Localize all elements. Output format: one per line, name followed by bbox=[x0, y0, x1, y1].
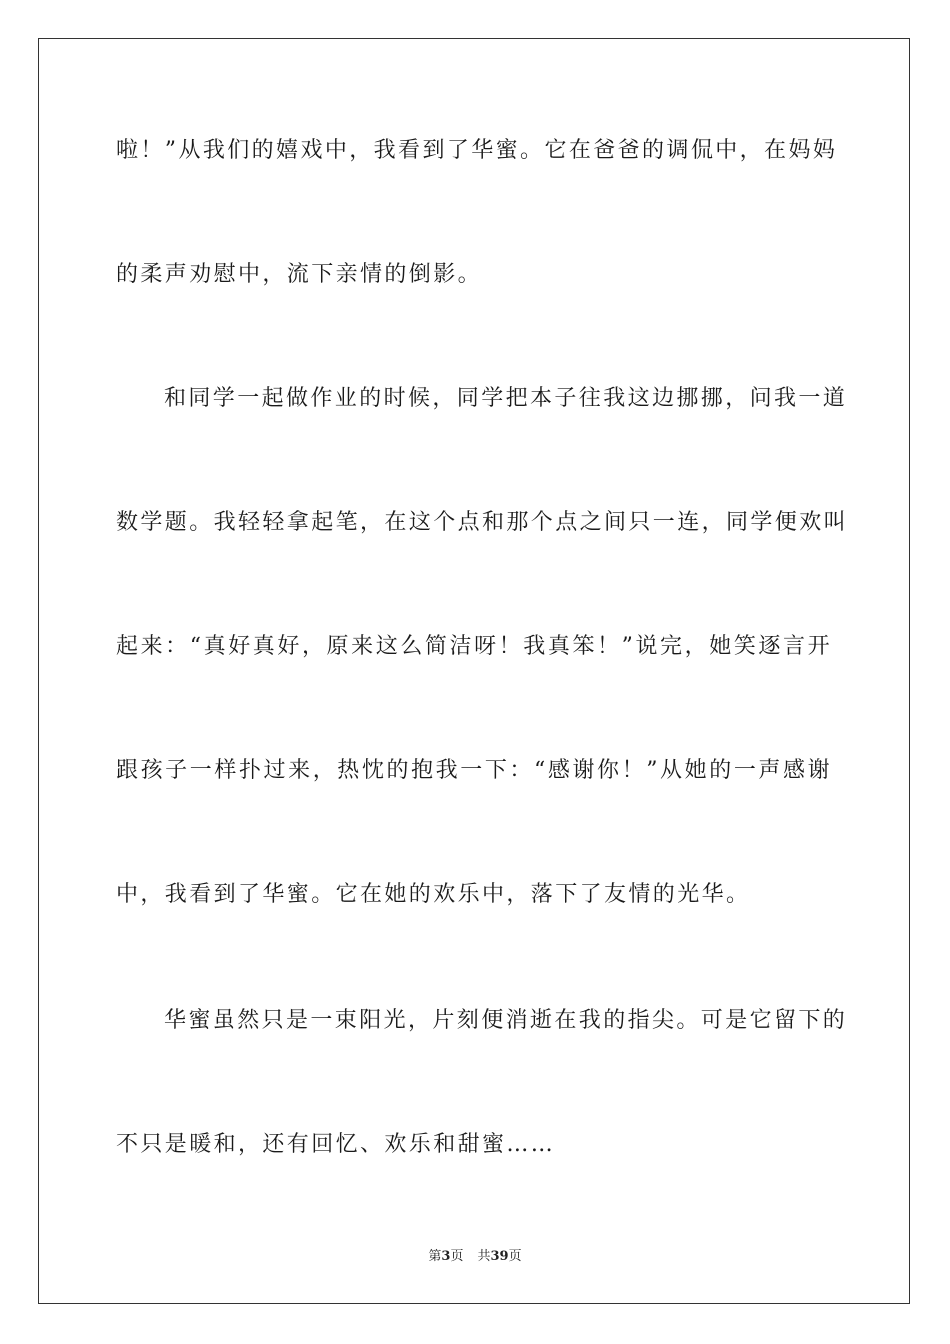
paragraph-line-2: 的柔声劝慰中，流下亲情的倒影。 bbox=[116, 262, 483, 287]
paragraph-line-6: 跟孩子一样扑过来，热忱的抱我一下：“感谢你！”从她的一声感谢 bbox=[116, 758, 832, 783]
paragraph-line-3: 和同学一起做作业的时候，同学把本子往我这边挪挪，问我一道 bbox=[164, 386, 848, 411]
paragraph-line-7: 中，我看到了华蜜。它在她的欢乐中，落下了友情的光华。 bbox=[116, 882, 751, 907]
paragraph-line-5: 起来：“真好真好，原来这么简洁呀！我真笨！”说完，她笑逐言开 bbox=[116, 634, 832, 659]
total-prefix: 共 bbox=[477, 1249, 491, 1264]
paragraph-line-9: 不只是暖和，还有回忆、欢乐和甜蜜…… bbox=[116, 1132, 556, 1157]
page-border bbox=[38, 38, 910, 1304]
page-suffix: 页 bbox=[450, 1249, 464, 1264]
total-suffix: 页 bbox=[508, 1249, 522, 1264]
paragraph-line-4: 数学题。我轻轻拿起笔，在这个点和那个点之间只一连，同学便欢叫 bbox=[116, 510, 849, 535]
total-pages: 39 bbox=[490, 1249, 509, 1264]
page-footer bbox=[0, 1248, 950, 1266]
paragraph-line-8: 华蜜虽然只是一束阳光，片刻便消逝在我的指尖。可是它留下的 bbox=[164, 1008, 848, 1033]
paragraph-line-1: 啦！”从我们的嬉戏中，我看到了华蜜。它在爸爸的调侃中，在妈妈 bbox=[116, 138, 838, 163]
page-prefix: 第 bbox=[428, 1249, 442, 1264]
page-number: 3 bbox=[441, 1249, 451, 1264]
